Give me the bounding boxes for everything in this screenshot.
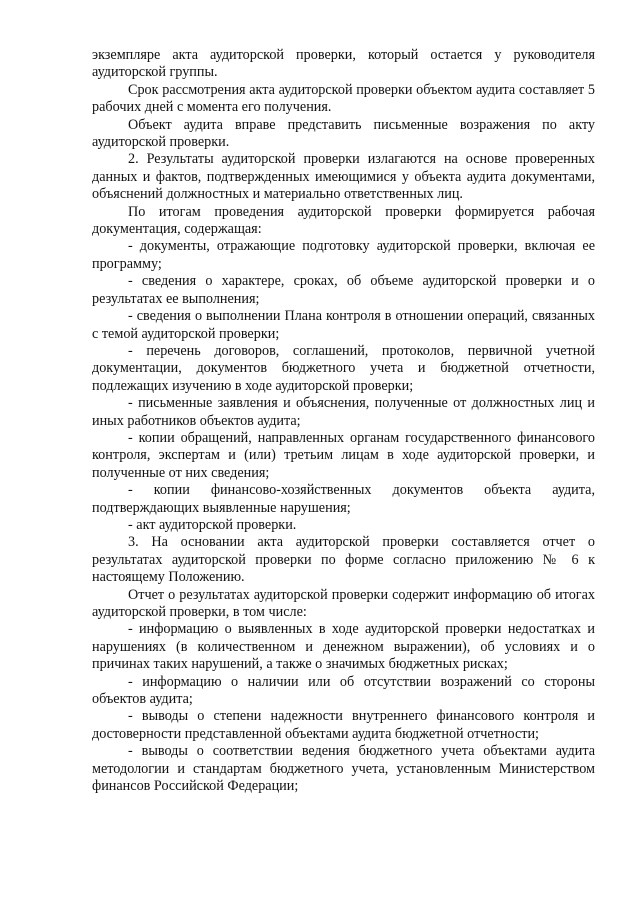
list-item: - письменные заявления и объяснения, полученные от должностных лиц и иных работников объектов аудита; bbox=[92, 395, 595, 429]
list-item: - документы, отражающие подготовку аудиторской проверки, включая ее программу; bbox=[92, 238, 595, 272]
list-item: - выводы о степени надежности внутреннего финансового контроля и достоверности представленной объектами аудита бюджетной отчетности; bbox=[92, 708, 595, 742]
paragraph-section-3: 3. На основании акта аудиторской проверки составляется отчет о результатах аудиторской проверки по форме согласно приложению № 6 к настоящему Положению. bbox=[92, 534, 595, 586]
paragraph-report-contents-intro: Отчет о результатах аудиторской проверки содержит информацию об итогах аудиторской проверки, в том числе: bbox=[92, 586, 595, 620]
list-item: - информацию о наличии или об отсутствии возражений со стороны объектов аудита; bbox=[92, 673, 595, 708]
list-item: - выводы о соответствии ведения бюджетного учета объектами аудита методологии и стандартам бюджетного учета, установленным Министерством финансов Российской Федерации; bbox=[92, 743, 595, 795]
paragraph-section-2: 2. Результаты аудиторской проверки излагаются на основе проверенных данных и фактов, подтвержденных имеющимися у объекта аудита документами, объяснений должностных и материально ответственных лиц. bbox=[92, 151, 595, 203]
list-item: - копии финансово-хозяйственных документов объекта аудита, подтверждающих выявленные нарушения; bbox=[92, 482, 595, 516]
list-item: - копии обращений, направленных органам государственного финансового контроля, экспертам и (или) третьим лицам в ходе аудиторской проверки, и полученные от них сведения; bbox=[92, 429, 595, 481]
list-item: - информацию о выявленных в ходе аудиторской проверки недостатках и нарушениях (в количественном и денежном выражении), об условиях и о причинах таких нарушений, а также о значимых бюджетных рисках; bbox=[92, 621, 595, 673]
list-item: - перечень договоров, соглашений, протоколов, первичной учетной документации, документов бюджетного учета и бюджетной отчетности, подлежащих изучению в ходе аудиторской проверки; bbox=[92, 342, 595, 394]
list-item: - сведения о выполнении Плана контроля в отношении операций, связанных с темой аудиторской проверки; bbox=[92, 308, 595, 342]
list-item: - акт аудиторской проверки. bbox=[128, 516, 297, 533]
paragraph-review-period: Срок рассмотрения акта аудиторской проверки объектом аудита составляет 5 рабочих дней с момента его получения. bbox=[92, 81, 595, 116]
paragraph-objections: Объект аудита вправе представить письменные возражения по акту аудиторской проверки. bbox=[92, 116, 595, 151]
document-page bbox=[92, 47, 595, 795]
paragraph-working-docs-intro: По итогам проведения аудиторской проверки формируется рабочая документация, содержащая: bbox=[92, 203, 595, 238]
list-item: - сведения о характере, сроках, об объеме аудиторской проверки и о результатах ее выполнения; bbox=[92, 273, 595, 307]
paragraph-continuation: экземпляре акта аудиторской проверки, который остается у руководителя аудиторской группы. bbox=[92, 47, 595, 81]
